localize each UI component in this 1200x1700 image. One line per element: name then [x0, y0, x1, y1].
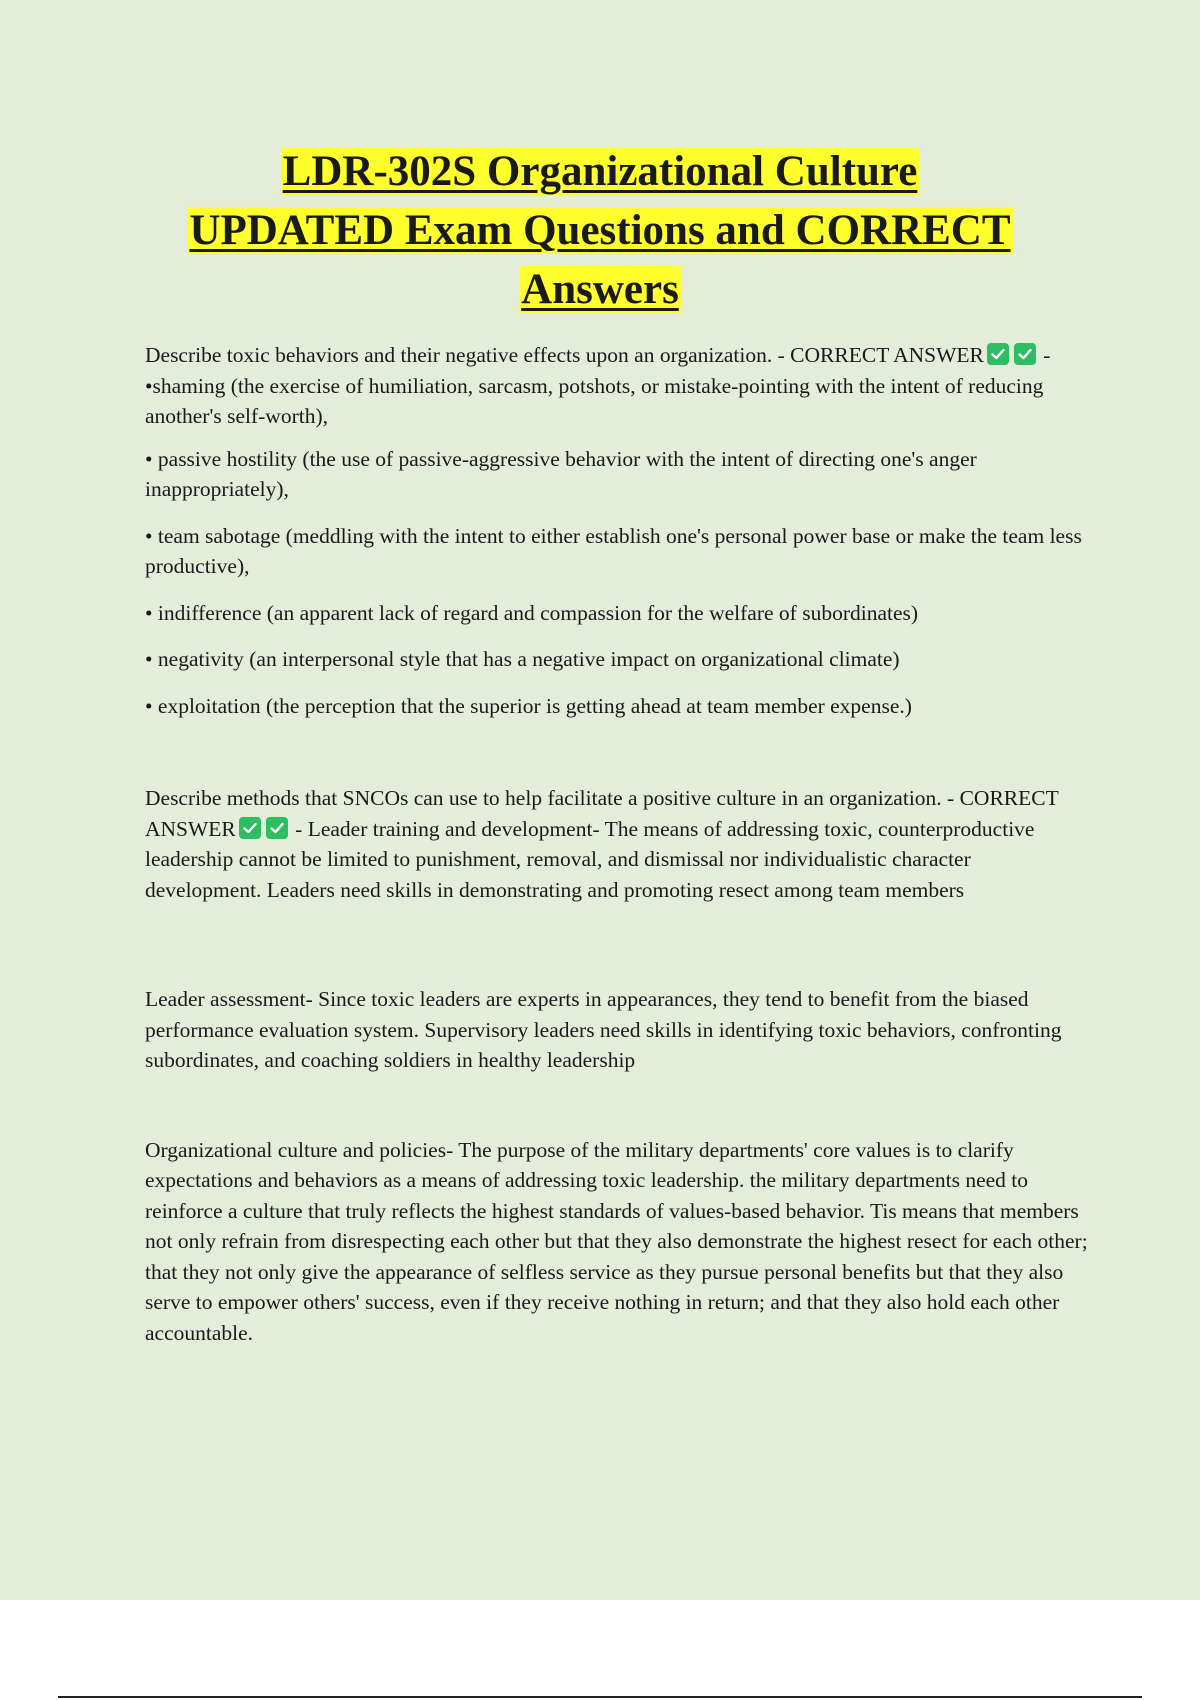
answer-2-paragraph: Organizational culture and policies- The purpose of the military departments' core values is to clarify expectations and behaviors as a means of addressing toxic leadership. the military departments need to reinforce a culture that truly reflects the highest standards of values-based behavior. Tis means that members not only refrain from disrespecting each other but that they also demonstrate the highest resect for each other; that they not only give the appearance of selfless service as they pursue personal benefits but that they also serve to empower others' success, even if they receive nothing in return; and that they also hold each other accountable. — [145, 1137, 1088, 1345]
question-2-text: Describe methods that SNCOs can use to help facilitate a positive culture in an organization. - CORRECT ANSWER — [145, 786, 1059, 841]
answer-2-start: - Leader training and development- The means of addressing toxic, counterproductive leadership cannot be limited to punishment, removal, and dismissal nor individualistic character development. Leaders need skills in demonstrating and promoting resect among team members — [145, 816, 1035, 902]
check-mark-icon — [987, 343, 1009, 365]
question-1 — [145, 340, 1090, 432]
list-item: • passive hostility (the use of passive-aggressive behavior with the intent of directing one's anger inappropriately), — [145, 446, 977, 501]
title-line-3: Answers — [521, 266, 679, 313]
list-item: • exploitation (the perception that the superior is getting ahead at team member expense.) — [145, 693, 912, 718]
check-mark-icon — [239, 817, 261, 839]
list-item: • negativity (an interpersonal style that has a negative impact on organizational climate) — [145, 647, 900, 671]
answer-1-start: - •shaming (the exercise of humiliation, sarcasm, potshots, or mistake-pointing with the intent of reducing another's self-worth), — [145, 343, 1051, 428]
list-item: • indifference (an apparent lack of regard and compassion for the welfare of subordinates) — [145, 600, 919, 625]
check-mark-icon — [1014, 343, 1036, 365]
document-title — [100, 142, 1100, 319]
footer-divider — [58, 1696, 1142, 1698]
check-mark-icon — [266, 817, 288, 839]
answer-2-paragraph: Leader assessment- Since toxic leaders are experts in appearances, they tend to benefit from the biased performance evaluation system. Supervisory leaders need skills in identifying toxic behaviors, confronting subordinates, and coaching soldiers in healthy leadership — [145, 987, 1062, 1072]
title-line-1: LDR-302S Organizational Culture — [282, 148, 918, 195]
title-line-2: UPDATED Exam Questions and CORRECT — [189, 207, 1011, 254]
question-2 — [145, 783, 1090, 905]
question-1-text: Describe toxic behaviors and their negative effects upon an organization. - CORRECT ANSWER — [145, 343, 984, 367]
list-item: • team sabotage (meddling with the intent to either establish one's personal power base or make the team less productive), — [145, 523, 1082, 578]
document-body — [145, 340, 1090, 1348]
